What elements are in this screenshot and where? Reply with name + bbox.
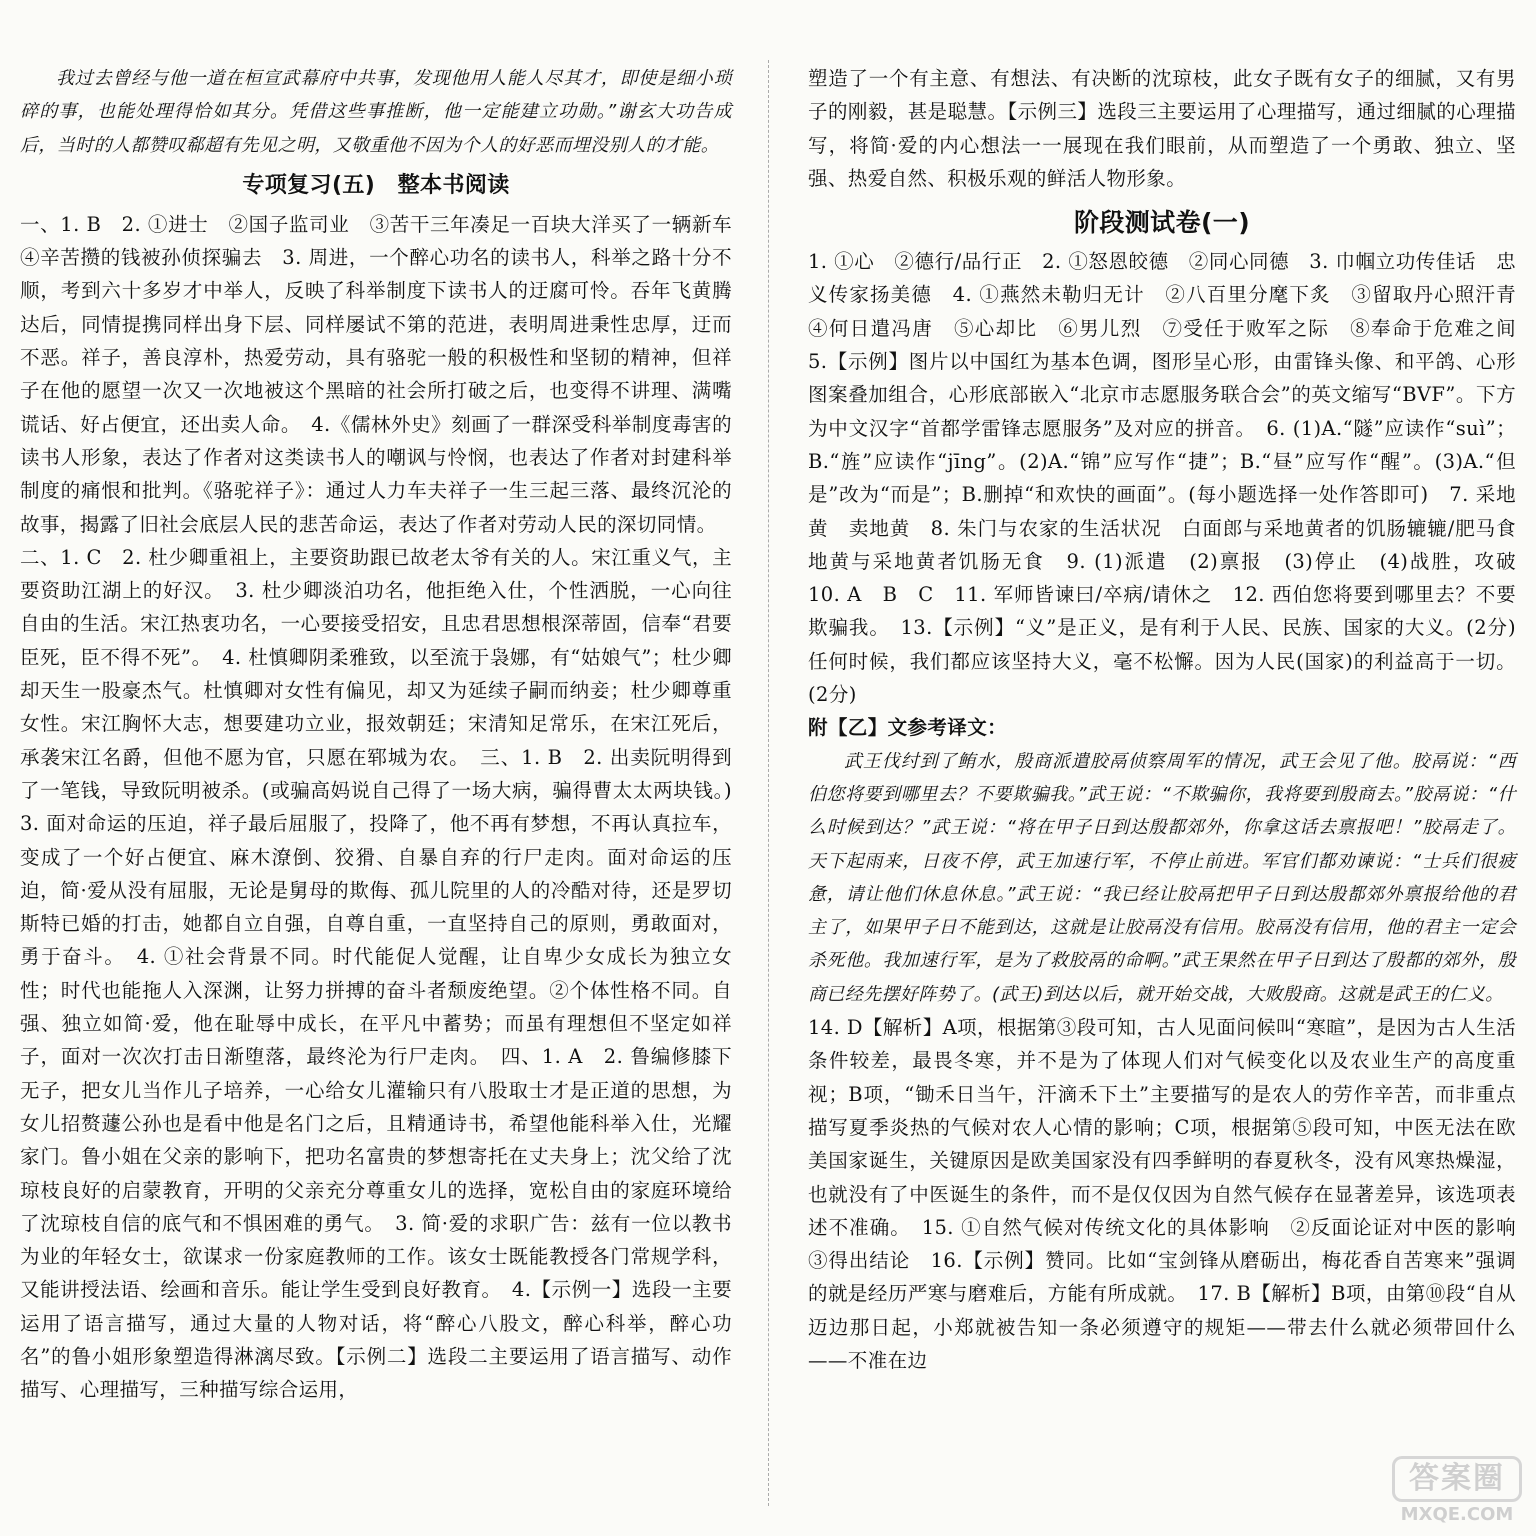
continuation-text: 塑造了一个有主意、有想法、有决断的沈琼枝，此女子既有女子的细腻，又有男子的刚毅，甚是聪慧。【示例三】选段三主要运用了心理描写，通过细腻的心理描写，将简·爱的内心想法一一展现在我们眼前，从而塑造了一个勇敢、独立、坚强、热爱自然、积极乐观的鲜活人物形象。 <box>808 67 1516 190</box>
column-divider <box>768 60 769 1506</box>
left-column <box>20 62 752 1526</box>
section-title-stage-test-1: 阶段测试卷(一) <box>1073 208 1251 238</box>
right-column <box>808 62 1536 1526</box>
watermark-url: MXQE.COM <box>1400 1504 1514 1525</box>
site-watermark <box>1392 1456 1522 1528</box>
appendix-translation: 武王伐纣到了鲔水，殷商派遣胶鬲侦察周军的情况，武王会见了他。胶鬲说：“西伯您将要到哪里去？不要欺骗我。”武王说：“不欺骗你，我将要到殷商去。”胶鬲说：“什么时候到达？”武王说：“将在甲子日到达殷都郊外，你拿这话去禀报吧！”胶鬲走了。天下起雨来，日夜不停，武王加速行军，不停止前进。军官们都劝谏说：“士兵们很疲惫，请让他们休息休息。”武王说：“我已经让胶鬲把甲子日到达殷都郊外禀报给他的君主了，如果甲子日不能到达，这就是让胶鬲没有信用。胶鬲没有信用，他的君主一定会杀死他。我加速行军，是为了救胶鬲的命啊。”武王果然在甲子日到达了殷都的郊外，殷商已经先摆好阵势了。(武王)到达以后，就开始交战，大败殷商。这就是武王的仁义。 <box>808 750 1516 1005</box>
answers-part-1: 一、1. B 2. ①进士 ②国子监司业 ③苦干三年凑足一百块大洋买了一辆新车 ④辛苦攒的钱被孙侦探骗去 3. 周进，一个醉心功名的读书人，科举之路十分不顺，考到六十多岁才中举人，反映了科举制度下读书人的迂腐可怜。吞年飞黄腾达后，同情提携同样出身下层、同样屡试不第的范进，表明周进秉性忠厚，迂而不恶。祥子，善良淳朴，热爱劳动，具有骆驼一般的积极性和坚韧的精神，但祥子在他的愿望一次又一次地被这个黑暗的社会所打破之后，也变得不讲理、满嘴谎话、好占便宜，还出卖人命。 4.《儒林外史》刻画了一群深受科举制度毒害的读书人形象，表达了作者对这类读书人的嘲讽与怜悯，也表达了作者对封建科举制度的痛恨和批判。《骆驼祥子》：通过人力车夫祥子一生三起三落、最终沉沦的故事，揭露了旧社会底层人民的悲苦命运，表达了作者对劳动人民的深切同情。 <box>20 212 752 536</box>
answers-part-2: 二、1. C 2. 杜少卿重祖上，主要资助跟已故老太爷有关的人。宋江重义气，主要资助江湖上的好汉。 3. 杜少卿淡泊功名，他拒绝入仕，个性洒脱，一心向往自由的生活。宋江热衷功名，一心要接受招安，且忠君思想根深蒂固，信奉“君要臣死，臣不得不死”。 4. 杜慎卿阴柔雅致，以至流于袅娜，有“姑娘气”；杜少卿却天生一股豪杰气。杜慎卿对女性有偏见，却又为延续子嗣而纳妾；杜少卿尊重女性。宋江胸怀大志，想要建功立业，报效朝廷；宋清知足常乐，在宋江死后，承袭宋江名爵，但他不愿为官，只愿在郓城为农。 三、1. B 2. 出卖阮明得到了一笔钱，导致阮明被杀。(或骗高妈说自己得了一场大病，骗得曹太太两块钱。) 3. 面对命运的压迫，祥子最后屈服了，投降了，他不再有梦想，不再认真拉车，变成了一个好占便宜、麻木潦倒、狡猾、自暴自弃的行尸走肉。面对命运的压迫，简·爱从没有屈服，无论是舅母的欺侮、孤儿院里的人的冷酷对待，还是罗切斯特已婚的打击，她都自立自强，自尊自重，一直坚持自己的原则，勇敢面对，勇于奋斗。 4. ①社会背景不同。时代能促人觉醒，让自卑少女成长为独立女性；时代也能拖人入深渊，让努力拼搏的奋斗者颓废绝望。②个体性格不同。自强、独立如简·爱，他在耻辱中成长，在平凡中蓄势；而虽有理想但不坚定如祥子，面对一次次打击日渐堕落，最终沦为行尸走肉。 四、1. A 2. 鲁编修膝下无子，把女儿当作儿子培养，一心给女儿灌输只有八股取士才是正道的思想，为女儿招赘蘧公孙也是看中他是名门之后，且精通诗书，希望他能科举入仕，光耀家门。鲁小姐在父亲的影响下，把功名富贵的梦想寄托在丈夫身上；沈父给了沈琼枝良好的启蒙教育，开明的父亲充分尊重女儿的选择，宽松自由的家庭环境给了沈琼枝自信的底气和不惧困难的勇气。 3. 简·爱的求职广告：兹有一位以教书为业的年轻女士，欲谋求一份家庭教师的工作。该女士既能教授各门常规学科，又能讲授法语、绘画和音乐。能让学生受到良好教育。 4.【示例一】选段一主要运用了语言描写，通过大量的人物对话，将“醉心八股文，醉心科举，醉心功名”的鲁小姐形象塑造得淋漓尽致。【示例二】选段二主要运用了语言描写、动作描写、心理描写，三种描写综合运用， <box>20 545 752 1402</box>
intro-translation: 我过去曾经与他一道在桓宣武幕府中共事，发现他用人能人尽其才，即使是细小琐碎的事，也能处理得恰如其分。凭借这些事推断，他一定能建立功勋。”谢玄大功告成后，当时的人都赞叹郗超有先见之明，又敬重他不因为个人的好恶而埋没别人的才能。 <box>20 68 732 156</box>
test-answers-part-2: 14. D【解析】A项，根据第③段可知，古人见面问候叫“寒暄”，是因为古人生活条件较差，最畏冬寒，并不是为了体现人们对气候变化以及农业生产的高度重视；B项，“锄禾日当午，汗滴禾下土”主要描写的是农人的劳作辛苦，而非重点描写夏季炎热的气候对农人心情的影响；C项，根据第⑤段可知，中医无法在欧美国家诞生，关键原因是欧美国家没有四季鲜明的春夏秋冬，没有风寒热燥湿，也就没有了中医诞生的条件，而不是仅仅因为自然气候存在显著差异，该选项表述不准确。 15. ①自然气候对传统文化的具体影响 ②反面论证对中医的影响 ③得出结论 16.【示例】赞同。比如“宝剑锋从磨砺出，梅花香自苦寒来”强调的就是经历严寒与磨难后，方能有所成就。 17. B【解析】B项，由第⑩段“自从迈边那日起，小郑就被告知一条必须遵守的规矩——带去什么就必须带回什么——不准在边 <box>808 1016 1536 1372</box>
watermark-logo: 答案圈 <box>1392 1456 1522 1502</box>
appendix-title: 附【乙】文参考译文： <box>808 716 1008 740</box>
section-title-review-5: 专项复习(五) 整本书阅读 <box>242 172 510 198</box>
test-answers-part-1: 1. ①心 ②德行/品行正 2. ①怒恩皎德 ②同心同德 3. 巾帼立功传佳话 忠义传家扬美德 4. ①燕然未勒归无计 ②八百里分麾下炙 ③留取丹心照汗青 ④何日遣冯唐 ⑤心却比 ⑥男儿烈 ⑦受任于败军之际 ⑧奉命于危难之间 5.【示例】图片以中国红为基本色调，图形呈心形，由雷锋头像、和平鸽、心形图案叠加组合，心形底部嵌入“北京市志愿服务联合会”的英文缩写“BVF”。下方为中文汉字“首都学雷锋志愿服务”及对应的拼音。 6. (1)A.“隧”应读作“suì”；B.“旌”应读作“jīng”。(2)A.“锦”应写作“捷”；B.“昼”应写作“醒”。(3)A.“但是”改为“而是”；B.删掉“和欢快的画面”。(每小题选择一处作答即可) 7. 采地黄 卖地黄 8. 朱门与农家的生活状况 白面郎与采地黄者的饥肠辘辘/肥马食地黄与采地黄者饥肠无食 9. (1)派遣 (2)禀报 (3)停止 (4)战胜，攻破 10. A B C 11. 军师皆谏曰/卒病/请休之 12. 西伯您将要到哪里去？不要欺骗我。 13.【示例】“义”是正义，是有利于人民、民族、国家的大义。(2分)任何时候，我们都应该坚持大义，毫不松懈。因为人民(国家)的利益高于一切。(2分) <box>808 250 1536 707</box>
